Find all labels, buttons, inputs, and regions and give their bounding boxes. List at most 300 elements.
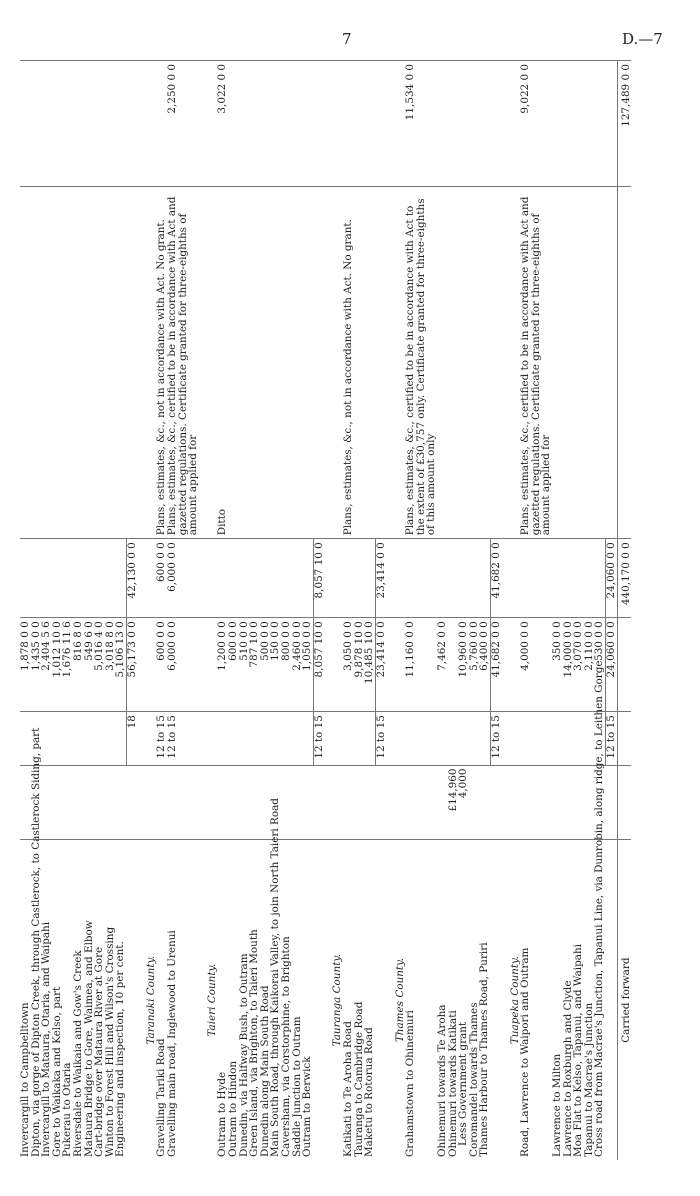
empty-cell <box>127 840 138 1160</box>
grant-cell <box>552 61 563 187</box>
cost-cell: 600 0 0 <box>228 618 239 712</box>
section-heading: Taieri County. <box>205 963 218 1037</box>
empty-cell <box>606 840 618 1160</box>
grant-cell <box>448 61 459 187</box>
rate-cell <box>552 712 563 765</box>
amount-cell <box>52 765 63 840</box>
subtotal-rate: 12 to 15 <box>313 712 324 765</box>
grant-cell <box>292 61 303 187</box>
road-description: Moa Flat to Kelso, Tapanui, and Waipahi <box>572 944 585 1157</box>
rate-cell <box>573 712 584 765</box>
empty-cell <box>502 712 521 765</box>
section-heading-row <box>324 61 343 1161</box>
amount-cell <box>41 765 52 840</box>
subtotal-cost: 8,057 10 0 <box>313 618 324 712</box>
cost-cell: 816 8 0 <box>73 618 84 712</box>
section-heading-row <box>502 61 521 1161</box>
road-description: Invercargill to Campbelltown <box>19 1002 31 1157</box>
road-description: Outram to Berwick <box>301 1056 314 1157</box>
empty-cell <box>502 618 521 712</box>
remarks-cell <box>479 187 490 539</box>
empty-cell <box>324 187 343 539</box>
rate-cell: 12 to 15 <box>156 712 167 765</box>
road-description: Ohinemuri towards Te Aroha <box>435 1004 448 1157</box>
cost-cell: 10,485 10 0 <box>364 618 375 712</box>
amount-cell <box>343 765 354 840</box>
total-cell <box>469 539 480 618</box>
remarks-cell <box>228 187 239 539</box>
empty-cell <box>199 539 218 618</box>
empty-cell <box>490 765 501 840</box>
empty-cell <box>387 712 406 765</box>
remarks-cell <box>270 187 281 539</box>
empty-cell <box>387 61 406 187</box>
amount-cell <box>520 765 552 840</box>
section-heading: Taranaki County. <box>144 955 157 1045</box>
remarks-cell: Plans, estimates, &c., certified to be in accordance with Act and gazetted regulations. Certificate granted for three-eighths of amount applied for <box>520 187 552 539</box>
remarks-cell <box>448 187 459 539</box>
page-number: 7 <box>342 30 352 48</box>
grant-cell <box>105 61 116 187</box>
total-cell <box>448 539 459 618</box>
road-description: Maketu to Rotorua Road <box>363 1027 376 1157</box>
road-description: Coromandel towards Thames <box>467 1002 480 1157</box>
carried-forward-total: 440,170 0 0 <box>617 539 631 618</box>
remarks-cell <box>20 187 31 539</box>
total-cell: 600 0 0 <box>156 539 167 618</box>
table-row <box>115 61 126 1161</box>
cost-cell: 787 10 0 <box>249 618 260 712</box>
remarks-cell <box>105 187 116 539</box>
total-cell <box>84 539 95 618</box>
rate-cell: 12 to 15 <box>167 712 199 765</box>
cost-cell: 1,676 11 6 <box>62 618 73 712</box>
subtotal-row <box>606 61 618 1161</box>
section-heading-row <box>138 61 157 1161</box>
road-description: Main South Road, through Kaikorai Valley, to join North Taieri Road <box>269 798 282 1157</box>
total-cell <box>458 539 469 618</box>
table-row <box>573 61 584 1161</box>
total-cell <box>41 539 52 618</box>
subtotal-cost: 24,060 0 0 <box>606 618 618 712</box>
empty-cell <box>199 765 218 840</box>
rate-cell <box>270 712 281 765</box>
table-row <box>479 61 490 1161</box>
road-description: Dunedin along Main South Road <box>258 985 271 1157</box>
amount-cell <box>105 765 116 840</box>
grant-cell <box>31 61 42 187</box>
table-row <box>52 61 63 1161</box>
grant-cell <box>281 61 292 187</box>
remarks-cell <box>239 187 250 539</box>
grant-cell <box>270 61 281 187</box>
table-row <box>228 61 239 1161</box>
grant-cell <box>573 61 584 187</box>
empty-cell <box>199 712 218 765</box>
road-description: Less Government grant <box>457 1021 470 1146</box>
total-cell: 6,000 0 0 <box>167 539 199 618</box>
rate-cell <box>84 712 95 765</box>
empty-cell <box>375 61 386 187</box>
road-description: Pukerau to Otaria <box>61 1062 74 1157</box>
empty-cell <box>127 765 138 840</box>
total-cell <box>239 539 250 618</box>
grant-cell <box>84 61 95 187</box>
rate-cell <box>94 712 105 765</box>
empty-cell <box>606 765 618 840</box>
remarks-cell <box>292 187 303 539</box>
remarks-cell <box>115 187 126 539</box>
road-description: Lawrence to Milton <box>551 1053 564 1157</box>
rate-cell <box>41 712 52 765</box>
cost-cell: 1,435 0 0 <box>31 618 42 712</box>
cost-cell: 6,400 0 0 <box>479 618 490 712</box>
cost-cell: 10,960 0 0 <box>458 618 469 712</box>
cost-cell: 3,018 8 0 <box>105 618 116 712</box>
empty-cell <box>617 187 631 539</box>
grant-cell <box>584 61 595 187</box>
road-description: Outram to Hyde <box>216 1071 229 1157</box>
amount-cell <box>249 765 260 840</box>
road-description: Thames Harbour to Thames Road, Puriri <box>478 942 491 1157</box>
cost-cell: 500 0 0 <box>260 618 271 712</box>
total-cell <box>594 539 605 618</box>
total-cell <box>520 539 552 618</box>
remarks-cell <box>437 187 448 539</box>
subtotal-total: 41,682 0 0 <box>490 539 501 618</box>
road-description: Katikati to Te Aroha Road <box>342 1021 355 1157</box>
subtotal-total: 8,057 10 0 <box>313 539 324 618</box>
total-cell <box>228 539 239 618</box>
cost-cell: 3,070 0 0 <box>573 618 584 712</box>
subtotal-total: 24,060 0 0 <box>606 539 618 618</box>
empty-cell <box>127 61 138 187</box>
carried-forward-grant: 127,489 0 0 <box>617 61 631 187</box>
rate-cell <box>520 712 552 765</box>
grant-cell <box>302 61 313 187</box>
cost-cell: 1,878 0 0 <box>20 618 31 712</box>
remarks-cell: Plans, estimates, &c., not in accordance with Act. No grant. <box>156 187 167 539</box>
empty-cell <box>490 840 501 1160</box>
grant-cell <box>343 61 354 187</box>
rate-cell <box>281 712 292 765</box>
table-row <box>281 61 292 1161</box>
rate-cell <box>563 712 574 765</box>
road-description: Green Island, via Brighton, to Taieri Mouth <box>248 929 261 1157</box>
carried-forward-label: Carried forward <box>617 840 631 1160</box>
empty-cell <box>387 765 406 840</box>
road-description: Dunedin, via Halfway Bush, to Outram <box>237 953 250 1157</box>
rate-cell <box>260 712 271 765</box>
grant-cell <box>458 61 469 187</box>
road-description: Lawrence to Roxburgh and Clyde <box>561 980 574 1157</box>
table-row <box>594 61 605 1161</box>
cost-cell: 150 0 0 <box>270 618 281 712</box>
amount-cell <box>217 765 228 840</box>
remarks-cell <box>249 187 260 539</box>
grant-cell <box>437 61 448 187</box>
table-row <box>520 61 552 1161</box>
total-cell <box>573 539 584 618</box>
remarks-cell <box>302 187 313 539</box>
grant-cell <box>52 61 63 187</box>
cost-cell: 14,000 0 0 <box>563 618 574 712</box>
rate-cell <box>73 712 84 765</box>
rate-cell <box>479 712 490 765</box>
remarks-cell <box>364 187 375 539</box>
grant-cell <box>20 61 31 187</box>
rate-cell <box>217 712 228 765</box>
amount-cell <box>405 765 437 840</box>
road-description: Grahamstown to Ohinemuri <box>404 1010 417 1157</box>
cost-cell: 1,200 0 0 <box>217 618 228 712</box>
road-description: Riversdale to Waikaia and Gow's Creek <box>72 950 85 1157</box>
road-description: Saddle Junction to Outram <box>290 1016 303 1157</box>
empty-cell <box>138 61 157 187</box>
table-row <box>405 61 437 1161</box>
grant-cell <box>115 61 126 187</box>
empty-cell <box>617 712 631 765</box>
remarks-cell <box>563 187 574 539</box>
empty-cell <box>127 187 138 539</box>
grant-cell <box>469 61 480 187</box>
amount-cell: 4,000 <box>458 765 469 840</box>
empty-cell <box>606 187 618 539</box>
empty-cell <box>313 187 324 539</box>
grant-cell <box>364 61 375 187</box>
empty-cell <box>387 187 406 539</box>
road-description: Invercargill to Mataura, Otaria, and Waipahi <box>40 921 53 1157</box>
remarks-cell <box>31 187 42 539</box>
total-cell <box>479 539 490 618</box>
cost-cell: 800 0 0 <box>281 618 292 712</box>
table-row <box>364 61 375 1161</box>
remarks-cell <box>469 187 480 539</box>
remarks-cell: Ditto <box>217 187 228 539</box>
amount-cell <box>239 765 250 840</box>
remarks-cell <box>94 187 105 539</box>
amount-cell <box>437 765 448 840</box>
road-description: Caversham, via Corstorphine, to Brighton <box>280 936 293 1157</box>
amount-cell <box>94 765 105 840</box>
total-cell <box>281 539 292 618</box>
amount-cell <box>364 765 375 840</box>
empty-cell <box>313 765 324 840</box>
road-description: Outram to Hindon <box>226 1060 239 1157</box>
empty-cell <box>199 618 218 712</box>
subtotal-rate: 12 to 15 <box>490 712 501 765</box>
amount-cell: £14,960 <box>448 765 459 840</box>
total-cell <box>584 539 595 618</box>
grant-cell <box>228 61 239 187</box>
rate-cell <box>105 712 116 765</box>
amount-cell <box>469 765 480 840</box>
cost-cell: 350 0 0 <box>552 618 563 712</box>
total-cell <box>354 539 365 618</box>
empty-cell <box>502 539 521 618</box>
cost-cell: 1,050 0 0 <box>302 618 313 712</box>
subtotal-cost: 41,682 0 0 <box>490 618 501 712</box>
grant-cell: 9,022 0 0 <box>520 61 552 187</box>
empty-cell <box>606 61 618 187</box>
total-cell <box>364 539 375 618</box>
rate-cell <box>437 712 448 765</box>
cost-cell: 5,760 0 0 <box>469 618 480 712</box>
table-row <box>292 61 303 1161</box>
cost-cell: 6,000 0 0 <box>167 618 199 712</box>
amount-cell <box>302 765 313 840</box>
subtotal-rate: 12 to 15 <box>606 712 618 765</box>
empty-cell <box>324 765 343 840</box>
empty-cell <box>375 840 386 1160</box>
amount-cell <box>573 765 584 840</box>
rate-cell <box>302 712 313 765</box>
cost-cell: 600 0 0 <box>156 618 167 712</box>
empty-cell <box>502 61 521 187</box>
empty-cell <box>490 187 501 539</box>
table-row <box>448 61 459 1161</box>
grant-cell <box>249 61 260 187</box>
remarks-cell: Plans, estimates, &c., not in accordance with Act. No grant. <box>343 187 354 539</box>
subtotal-rate: 12 to 15 <box>375 712 386 765</box>
amount-cell <box>62 765 73 840</box>
empty-cell <box>199 61 218 187</box>
amount-cell <box>281 765 292 840</box>
remarks-cell <box>260 187 271 539</box>
total-cell <box>73 539 84 618</box>
remarks-cell <box>573 187 584 539</box>
remarks-cell <box>281 187 292 539</box>
road-description: Road, Lawrence to Waipori and Outram <box>519 947 532 1157</box>
grant-cell <box>62 61 73 187</box>
subtotal-total: 23,414 0 0 <box>375 539 386 618</box>
road-description: Cart-bridge over Mataura River at Gore <box>93 946 106 1157</box>
remarks-cell <box>62 187 73 539</box>
table-body <box>20 61 631 1161</box>
grant-cell <box>41 61 52 187</box>
total-cell <box>62 539 73 618</box>
grant-cell <box>354 61 365 187</box>
amount-cell <box>552 765 563 840</box>
section-heading: Tauranga County. <box>331 953 344 1047</box>
amount-cell <box>563 765 574 840</box>
total-cell <box>115 539 126 618</box>
empty-cell <box>313 61 324 187</box>
total-cell <box>302 539 313 618</box>
subtotal-cost: 56,173 0 0 <box>127 618 138 712</box>
total-cell <box>552 539 563 618</box>
subtotal-row <box>127 61 138 1161</box>
total-cell <box>31 539 42 618</box>
empty-cell <box>387 539 406 618</box>
document-id: D.—7 <box>622 30 663 48</box>
remarks-cell <box>84 187 95 539</box>
grant-cell: 3,022 0 0 <box>217 61 228 187</box>
table-row <box>437 61 448 1161</box>
grant-cell <box>94 61 105 187</box>
empty-cell <box>617 618 631 712</box>
amount-cell <box>115 765 126 840</box>
cost-cell: 510 0 0 <box>239 618 250 712</box>
total-cell <box>105 539 116 618</box>
road-description: Engineering and inspection, 10 per cent. <box>114 941 127 1157</box>
table-row <box>354 61 365 1161</box>
cost-cell: 7,462 0 0 <box>437 618 448 712</box>
section-heading-row <box>199 61 218 1161</box>
table-row <box>167 61 199 1161</box>
remarks-cell <box>41 187 52 539</box>
road-description: Gravelling main road, Inglewood to Urenui <box>165 930 178 1157</box>
rate-cell <box>364 712 375 765</box>
rate-cell <box>405 712 437 765</box>
empty-cell <box>375 765 386 840</box>
cost-cell: 3,050 0 0 <box>343 618 354 712</box>
grant-cell <box>260 61 271 187</box>
amount-cell <box>354 765 365 840</box>
subtotal-rate: 18 <box>127 712 138 765</box>
total-cell <box>52 539 63 618</box>
empty-cell <box>324 712 343 765</box>
remarks-cell <box>458 187 469 539</box>
empty-cell <box>502 765 521 840</box>
empty-cell <box>324 61 343 187</box>
road-description: Mataura Bridge to Gore, Waimea, and Elbow <box>82 920 95 1157</box>
subtotal-row <box>375 61 386 1161</box>
empty-cell <box>138 187 157 539</box>
empty-cell <box>324 618 343 712</box>
remarks-cell <box>552 187 563 539</box>
subtotal-row <box>313 61 324 1161</box>
empty-cell <box>138 618 157 712</box>
grant-cell <box>479 61 490 187</box>
rate-cell <box>448 712 459 765</box>
remarks-cell: Plans, estimates, &c., certified to be in accordance with Act to the extent of £30,757 only. Certificate granted for three-eighths of this amount only <box>405 187 437 539</box>
empty-cell <box>490 61 501 187</box>
total-cell <box>94 539 105 618</box>
total-cell <box>270 539 281 618</box>
table-row <box>217 61 228 1161</box>
amount-cell <box>73 765 84 840</box>
table-row <box>458 61 469 1161</box>
amount-cell <box>228 765 239 840</box>
grant-cell <box>73 61 84 187</box>
rotated-table-sheet <box>20 60 660 1160</box>
road-description: Gore to Waikaka and Kelso, part <box>50 986 63 1157</box>
empty-cell <box>138 539 157 618</box>
remarks-cell <box>594 187 605 539</box>
grant-cell <box>563 61 574 187</box>
empty-cell <box>375 187 386 539</box>
cost-cell: 4,000 0 0 <box>520 618 552 712</box>
rate-cell <box>458 712 469 765</box>
empty-cell <box>138 765 157 840</box>
total-cell <box>249 539 260 618</box>
empty-cell <box>199 187 218 539</box>
rate-cell <box>249 712 260 765</box>
remarks-cell: Plans, estimates, &c., certified to be in accordance with Act and gazetted regulations. Certificate granted for three-eighths of amount applied for <box>167 187 199 539</box>
total-cell <box>292 539 303 618</box>
grant-cell: 2,250 0 0 <box>167 61 199 187</box>
empty-cell <box>138 712 157 765</box>
cost-cell: 5,106 13 0 <box>115 618 126 712</box>
empty-cell <box>324 539 343 618</box>
rate-cell <box>469 712 480 765</box>
subtotal-row <box>490 61 501 1161</box>
road-description: Winton to Forest Hill and Wilson's Crossing <box>103 926 116 1157</box>
grant-cell <box>594 61 605 187</box>
cost-cell: 1,012 10 0 <box>52 618 63 712</box>
total-cell <box>563 539 574 618</box>
